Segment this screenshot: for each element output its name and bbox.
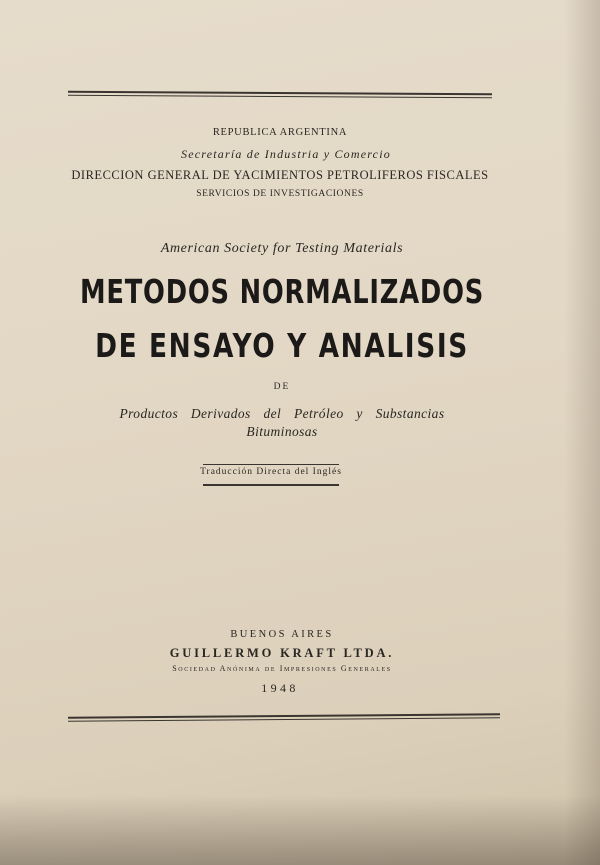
subtitle-line-1: Productos Derivados del Petróleo y Substancias [119, 406, 445, 421]
society-line: American Society for Testing Materials [160, 241, 404, 256]
ministry-line: Secretaría de Industria y Comercio [181, 147, 391, 161]
page-edge-shadow [564, 0, 600, 865]
main-title-line-1: METODOS NORMALIZADOS [79, 272, 485, 311]
bottom-double-rule [68, 713, 500, 721]
department-line: SERVICIOS DE INVESTIGACIONES [196, 189, 364, 199]
connector-word: DE [273, 382, 291, 392]
country-heading: REPUBLICA ARGENTINA [212, 127, 348, 138]
directorate-line: DIRECCION GENERAL DE YACIMIENTOS PETROLIFEROS FISCALES [71, 168, 489, 182]
subtitle-line-2: Bituminosas [246, 424, 318, 439]
imprint-publisher-description: Sociedad Anónima de Impresiones Generales [172, 664, 392, 673]
main-title-line-2: DE ENSAYO Y ANALISIS [95, 326, 469, 365]
imprint-city: BUENOS AIRES [230, 629, 334, 640]
page-bottom-shadow [0, 795, 600, 865]
top-double-rule [68, 91, 492, 99]
imprint-publisher: GUILLERMO KRAFT LTDA. [169, 646, 395, 660]
imprint-year: 1948 [261, 681, 299, 695]
translation-note: Traducción Directa del Inglés [200, 467, 342, 477]
